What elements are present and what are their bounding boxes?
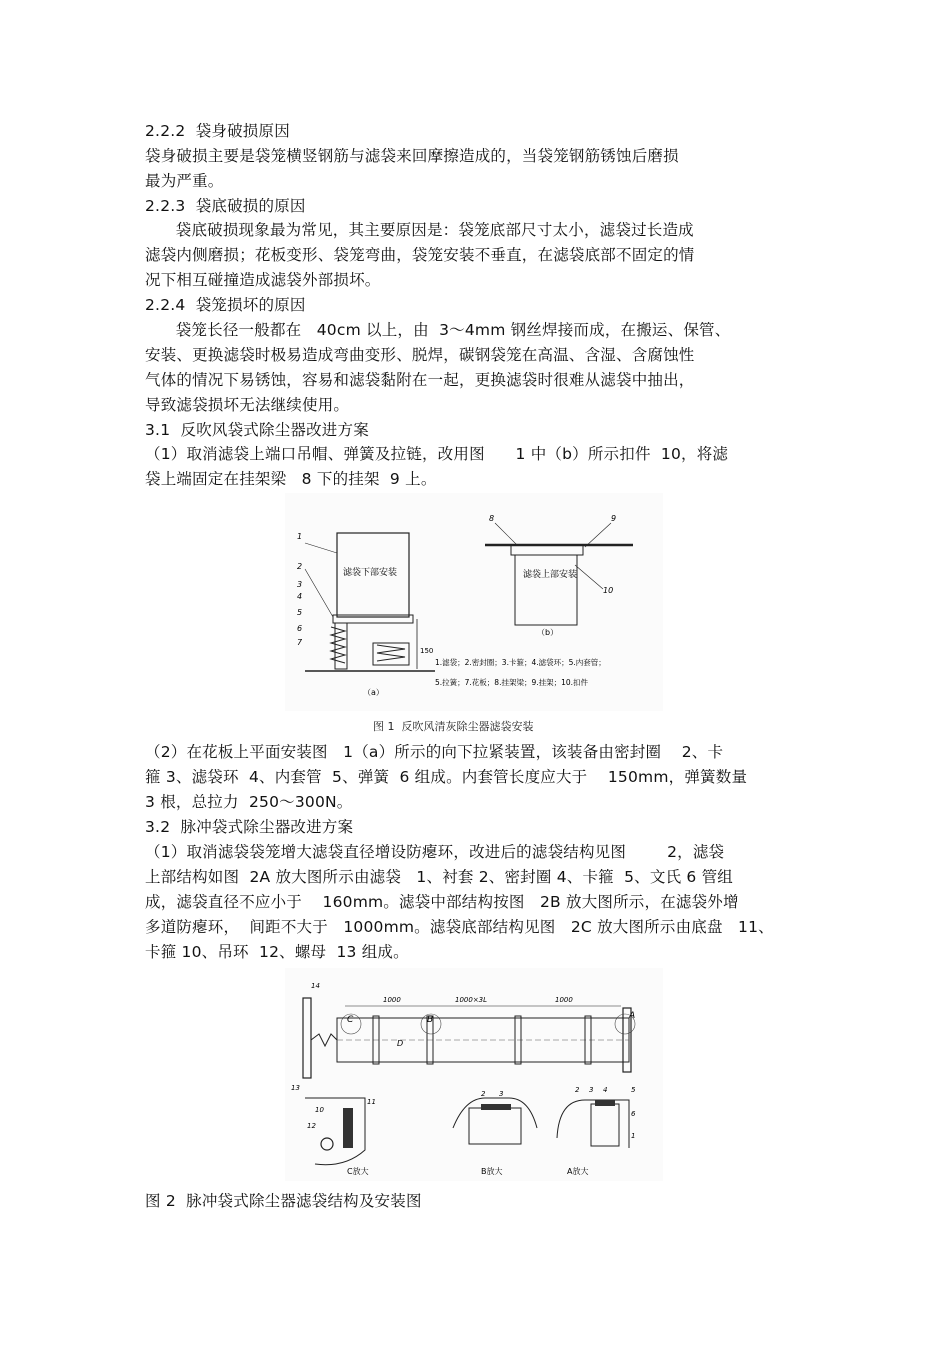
heading-3-1: 3.1 反吹风袋式除尘器改进方案 xyxy=(145,421,369,439)
fig1-num-7: 7 xyxy=(297,638,303,647)
fig2-mark-c: C xyxy=(347,1015,354,1025)
text-line: 袋身破损主要是袋笼横竖钢筋与滤袋来回摩擦造成的，当袋笼钢筋锈蚀后磨损 xyxy=(145,147,679,165)
fig2-label-b: B放大 xyxy=(481,1167,503,1176)
fig1-num-5: 5 xyxy=(297,608,303,617)
fig2-num-10: 10 xyxy=(315,1106,324,1114)
text-line: 安装、更换滤袋时极易造成弯曲变形、脱焊，碳钢袋笼在高温、含湿、含腐蚀性 xyxy=(145,346,695,364)
figure-1-text-a: 滤袋下部安装 xyxy=(343,568,398,578)
fig1-num-8: 8 xyxy=(489,514,495,523)
text-line: 上部结构如图 2A 放大图所示由滤袋 1、衬套 2、密封圈 4、卡箍 5、文氏 6 管组 xyxy=(145,868,733,886)
fig2-num-4a: 4 xyxy=(603,1086,608,1094)
text-line: 袋底破损现象最为常见，其主要原因是：袋笼底部尺寸太小，滤袋过长造成 xyxy=(145,221,694,239)
fig1-num-2: 2 xyxy=(297,562,303,571)
fig2-num-13: 13 xyxy=(291,1084,300,1092)
fig2-num-1a: 1 xyxy=(631,1132,636,1140)
heading-2-2-3: 2.2.3 袋底破损的原因 xyxy=(145,197,306,215)
heading-3-2: 3.2 脉冲袋式除尘器改进方案 xyxy=(145,818,354,836)
figure-1-caption: 图 1 反吹风清灰除尘器滤袋安装 xyxy=(373,720,534,733)
fig2-dim-mid: 1000×3L xyxy=(455,996,488,1004)
fig1-num-1: 1 xyxy=(297,532,303,541)
figure-2-drawing xyxy=(285,968,663,1181)
fig2-mark-a: A xyxy=(629,1011,636,1021)
text-line: 箍 3、滤袋环 4、内套管 5、弹簧 6 组成。内套管长度应大于 150mm，弹簧数量 xyxy=(145,768,748,786)
text-line: （1）取消滤袋袋笼增大滤袋直径增设防瘪环，改进后的滤袋结构见图 2，滤袋 xyxy=(145,843,725,861)
figure-1 xyxy=(285,493,663,711)
text-line: 滤袋内侧磨损；花板变形、袋笼弯曲，袋笼安装不垂直，在滤袋底部不固定的情 xyxy=(145,246,695,264)
fig2-num-6a: 6 xyxy=(631,1110,636,1118)
figure-1-label-b: （b） xyxy=(537,628,559,637)
text-line: 成，滤袋直径不应小于 160mm。滤袋中部结构按图 2B 放大图所示，在滤袋外增 xyxy=(145,893,739,911)
fig1-num-10: 10 xyxy=(603,586,614,595)
text-line: 导致滤袋损坏无法继续使用。 xyxy=(145,396,350,414)
figure-2-caption: 图 2 脉冲袋式除尘器滤袋结构及安装图 xyxy=(145,1192,422,1210)
fig2-num-14: 14 xyxy=(311,982,320,990)
text-line: 多道防瘪环， 间距不大于 1000mm。滤袋底部结构见图 2C 放大图所示由底盘 11、 xyxy=(145,918,774,936)
fig2-dim-right: 1000 xyxy=(555,996,573,1004)
fig2-num-2a: 2 xyxy=(575,1086,580,1094)
text-line: 袋笼长径一般都在 40cm 以上，由 3～4mm 钢丝焊接而成，在搬运、保管、 xyxy=(145,321,731,339)
fig2-num-11: 11 xyxy=(367,1098,376,1106)
figure-1-dim-150: 150 xyxy=(420,647,434,655)
text-line: 卡箍 10、吊环 12、螺母 13 组成。 xyxy=(145,943,409,961)
text-line: 袋上端固定在挂架梁 8 下的挂架 9 上。 xyxy=(145,470,437,488)
fig2-num-3a: 3 xyxy=(589,1086,594,1094)
heading-2-2-4: 2.2.4 袋笼损坏的原因 xyxy=(145,296,306,314)
fig2-num-3b: 3 xyxy=(499,1090,504,1098)
text-line: 最为严重。 xyxy=(145,172,224,190)
text-line: 况下相互碰撞造成滤袋外部损坏。 xyxy=(145,271,381,289)
text-line: 气体的情况下易锈蚀，容易和滤袋黏附在一起，更换滤袋时很难从滤袋中抽出， xyxy=(145,371,695,389)
fig2-mark-b: B xyxy=(427,1015,434,1025)
fig2-num-2b: 2 xyxy=(481,1090,486,1098)
fig2-label-c: C放大 xyxy=(347,1167,369,1176)
fig1-num-3: 3 xyxy=(297,580,303,589)
figure-1-drawing xyxy=(285,493,663,711)
text-line: （2）在花板上平面安装图 1（a）所示的向下拉紧装置，该装备由密封圈 2、卡 xyxy=(145,743,724,761)
figure-2 xyxy=(285,968,663,1181)
fig2-label-a: A放大 xyxy=(567,1167,589,1176)
fig2-dim-left: 1000 xyxy=(383,996,401,1004)
fig1-num-6: 6 xyxy=(297,624,303,633)
heading-2-2-2: 2.2.2 袋身破损原因 xyxy=(145,122,290,140)
text-line: （1）取消滤袋上端口吊帽、弹簧及拉链，改用图 1 中（b）所示扣件 10，将滤 xyxy=(145,445,729,463)
text-line: 3 根，总拉力 250～300N。 xyxy=(145,793,353,811)
fig1-num-9: 9 xyxy=(611,514,617,523)
figure-1-text-b: 滤袋上部安装 xyxy=(523,570,578,580)
figure-1-legend-2: 5.拉簧；7.花板；8.挂架梁；9.挂架；10.扣件 xyxy=(435,678,589,687)
fig2-num-12: 12 xyxy=(307,1122,316,1130)
fig2-mark-d: D xyxy=(397,1039,404,1048)
figure-1-label-a: （a） xyxy=(363,688,384,697)
fig2-num-5a: 5 xyxy=(631,1086,636,1094)
figure-1-legend-1: 1.滤袋；2.密封圈；3.卡箍；4.滤袋环；5.内套管； xyxy=(435,658,606,667)
fig1-num-4: 4 xyxy=(297,592,303,601)
